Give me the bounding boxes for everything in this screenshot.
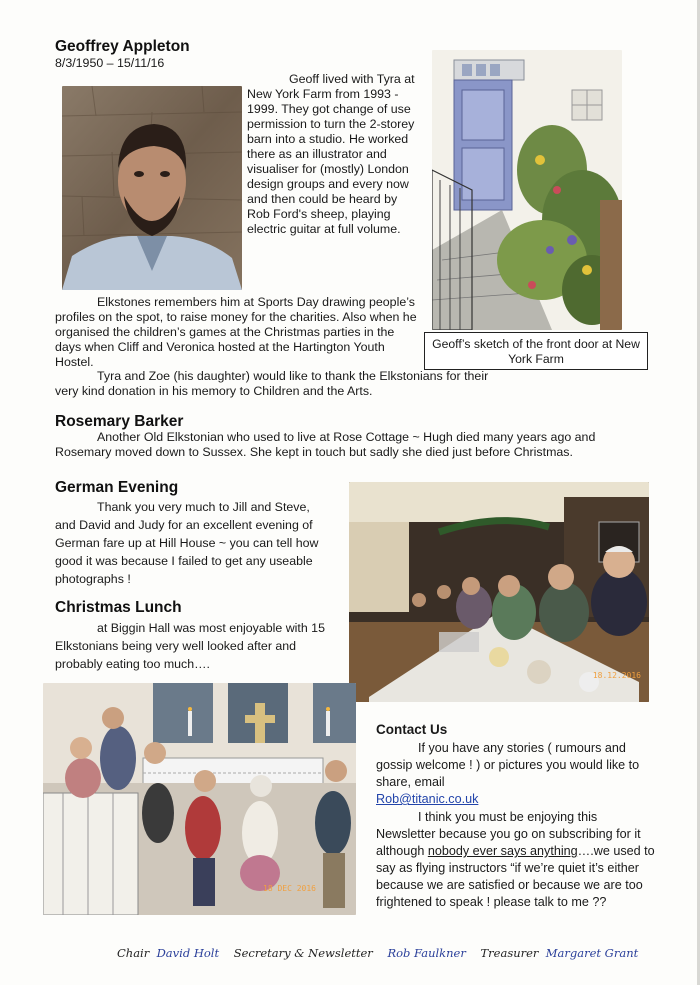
geoffrey-portrait-photo: [62, 86, 242, 290]
lunch-photo-date-stamp: 18.12.2016: [592, 671, 641, 680]
children-church-photo: [43, 683, 356, 915]
nobody-ever-says-anything: nobody ever says anything: [427, 844, 578, 858]
treasurer-name: Margaret Grant: [545, 946, 639, 960]
treasurer-label: Treasurer: [480, 946, 539, 960]
geoffrey-title: Geoffrey Appleton: [55, 38, 190, 55]
geoffrey-sports-day-text: Elkstones remembers him at Sports Day drawing people’s profiles on the spot, to raise money for the charities. Also when he organised the children’s games at the Christmas parties in the days when Cliff and Veronica hosted at the Hartington Youth Hostel.: [55, 295, 417, 369]
footer-officers: [117, 946, 638, 960]
contact-email-link[interactable]: Rob@titanic.co.uk: [376, 792, 479, 806]
geoffrey-dates: 8/3/1950 – 15/11/16: [55, 56, 165, 70]
front-door-sketch: [432, 50, 622, 330]
christmas-lunch-text: at Biggin Hall was most enjoyable with 15 Elkstonians being very well looked after and probably eating too much….: [55, 621, 325, 671]
christmas-lunch-photo: [349, 482, 649, 702]
secretary-label: Secretary & Newsletter: [233, 946, 373, 960]
secretary-name: Rob Faulkner: [387, 946, 466, 960]
rosemary-title: Rosemary Barker: [55, 413, 184, 430]
german-evening-text: Thank you very much to Jill and Steve, and David and Judy for an excellent evening of German fare up at Hill House ~ you can tell how good it was because I failed to get any useable photographs !: [55, 500, 319, 586]
church-photo-date-stamp: 18 DEC 2016: [263, 884, 316, 893]
rosemary-text: Another Old Elkstonian who used to live at Rose Cottage ~ Hugh died many years ago and Rosemary moved down to Sussex. She kept in touch but sadly she died just before Christmas.: [55, 430, 596, 459]
geoffrey-thanks-text: Tyra and Zoe (his daughter) would like to thank the Elkstonians for their very kind donation in his memory to Children and the Arts.: [55, 369, 489, 398]
sketch-caption: Geoff’s sketch of the front door at New York Farm: [424, 332, 648, 370]
geoffrey-bio-text: Geoff lived with Tyra at New York Farm from 1993 - 1999. They got change of use permission to turn the 2-storey barn into a studio. He worked there as an illustrator and visualiser for (mostly) London design groups and every now and then could be heard by Rob Ford's sheep, playing electric guitar at full volume.: [247, 72, 415, 236]
christmas-lunch-title: Christmas Lunch: [55, 599, 182, 616]
contact-title: Contact Us: [376, 722, 448, 737]
chair-name: David Holt: [156, 946, 220, 960]
contact-body: If you have any stories ( rumours and gossip welcome ! ) or pictures you would like to share, email Rob@titanic.co.uk I think you must be enjoying this Newsletter because you go on subscribing for it although nobody ever says anything….we used to say as flying instructors “if we’re quiet it’s either because we are satisfied or because we are too frightened to speak ! please talk to me ??: [376, 741, 655, 909]
german-evening-title: German Evening: [55, 479, 179, 496]
chair-label: Chair: [117, 946, 150, 960]
